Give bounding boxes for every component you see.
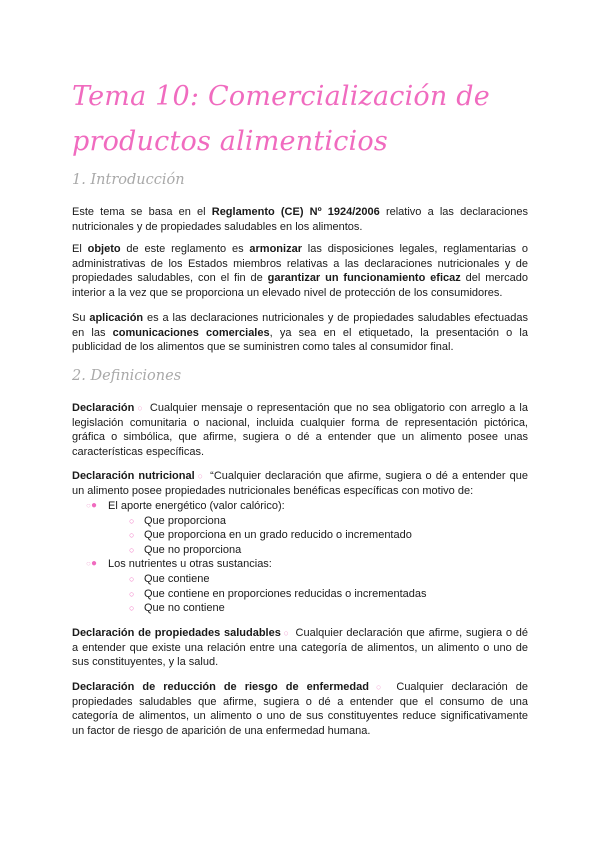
text: Este tema se basa en el	[72, 206, 212, 218]
outline-marker-icon: ○	[86, 559, 91, 569]
definition-text: “Cualquier declaración que afirme, sugiera o dé a entender que un alimento posee propiedades nutricionales benéficas específicas con motivo de:	[72, 470, 528, 497]
list-item-label: Que no contiene	[144, 602, 225, 615]
separator-icon: ○	[136, 403, 144, 413]
bullet-icon: ●	[91, 500, 98, 511]
text: , ya sea en el etiquetado, la presentación o la publicidad de los alimentos que se suministren como tales al consumidor final.	[72, 326, 528, 354]
list-item-label: Que no proporciona	[144, 543, 242, 556]
page-title: Tema 10: Comercialización de productos alimenticios	[72, 81, 490, 157]
circle-bullet-icon: ○	[129, 588, 135, 599]
list-item	[72, 587, 528, 602]
bold-text: Reglamento (CE) Nº 1924/2006	[211, 206, 380, 218]
text: de este reglamento es	[120, 243, 250, 255]
definition-propiedades-saludables	[72, 626, 528, 670]
list-item-label: Que contiene en proporciones reducidas o incrementadas	[144, 587, 427, 600]
list-item	[72, 514, 528, 529]
text: las disposiciones legales, reglamentarias o administrativas de los Estados miembros relativas a las declaraciones nutricionales y de propiedades saludables, con el fin de	[72, 243, 528, 285]
text: es a las declaraciones nutricionales y de propiedades saludables efectuadas en las	[72, 312, 529, 339]
list-item-label: El aporte energético (valor calórico):	[108, 500, 285, 512]
nutritional-claims-list	[72, 499, 528, 616]
circle-bullet-icon: ○	[129, 515, 135, 526]
section-heading-definiciones: 2. Definiciones	[72, 368, 182, 384]
list-item	[72, 572, 528, 587]
bold-text: comunicaciones comerciales	[112, 326, 270, 339]
bold-text: objeto	[87, 243, 121, 255]
bold-text: garantizar un funcionamiento eficaz	[267, 272, 461, 285]
list-item	[72, 601, 528, 616]
outline-marker-icon: ○	[86, 501, 91, 510]
list-item	[72, 528, 528, 543]
bold-text: aplicación	[89, 312, 144, 324]
text: El	[72, 243, 88, 255]
circle-bullet-icon: ○	[129, 544, 135, 555]
definition-term: Declaración de reducción de riesgo de enfermedad	[72, 681, 369, 693]
list-item-label: Los nutrientes u otras sustancias:	[108, 558, 272, 571]
text: Su	[72, 312, 90, 324]
definition-term: Declaración	[72, 402, 135, 414]
definition-term: Declaración nutricional	[72, 470, 195, 482]
list-item	[72, 499, 528, 514]
list-item	[72, 543, 528, 558]
circle-bullet-icon: ○	[129, 530, 135, 541]
separator-icon: ○	[196, 471, 205, 481]
definition-term: Declaración de propiedades saludables	[72, 627, 281, 639]
text: relativo a las declaraciones nutricionales y de propiedades saludables en los alimentos.	[72, 206, 528, 233]
definition-reduccion-riesgo	[72, 680, 528, 738]
separator-icon: ○	[370, 682, 387, 692]
bullet-icon: ●	[91, 558, 98, 570]
definition-text: Cualquier mensaje o representación que no sea obligatorio con arreglo a la legislación comunitaria o nacional, incluida cualquier forma de representación pictórica, gráfica o simbólica, que afirme, sugiera o dé a entender que un alimento posee unas características específicas.	[72, 402, 528, 458]
separator-icon: ○	[282, 628, 290, 638]
list-item-label: Que proporciona en un grado reducido o incrementado	[144, 529, 412, 542]
circle-bullet-icon: ○	[129, 573, 135, 584]
intro-paragraph-3	[72, 311, 528, 355]
intro-paragraph-2	[72, 242, 528, 300]
list-item	[72, 557, 528, 572]
definition-declaracion	[72, 401, 528, 459]
list-item-label: Que proporciona	[144, 514, 226, 527]
circle-bullet-icon: ○	[129, 603, 135, 614]
definition-text: Cualquier declaración que afirme, sugiera o dé a entender que existe una relación entre una categoría de alimentos, un alimento o uno de sus constituyentes, y la salud.	[72, 627, 528, 669]
definition-text: Cualquier declaración de propiedades saludables que afirme, sugiera o dé a entender que el consumo de una categoría de alimentos, un alimento o uno de sus constituyentes reduce significativamente un factor de riesgo de aparición de una enfermedad humana.	[72, 681, 528, 737]
text: del mercado interior a la vez que se proporciona un elevado nivel de protección de los consumidores.	[72, 272, 529, 299]
list-item-label: Que contiene	[144, 572, 210, 585]
definition-declaracion-nutricional	[72, 469, 528, 498]
section-heading-introduccion: 1. Introducción	[72, 172, 185, 188]
intro-paragraph-1	[72, 205, 528, 234]
bold-text: armonizar	[249, 243, 302, 255]
